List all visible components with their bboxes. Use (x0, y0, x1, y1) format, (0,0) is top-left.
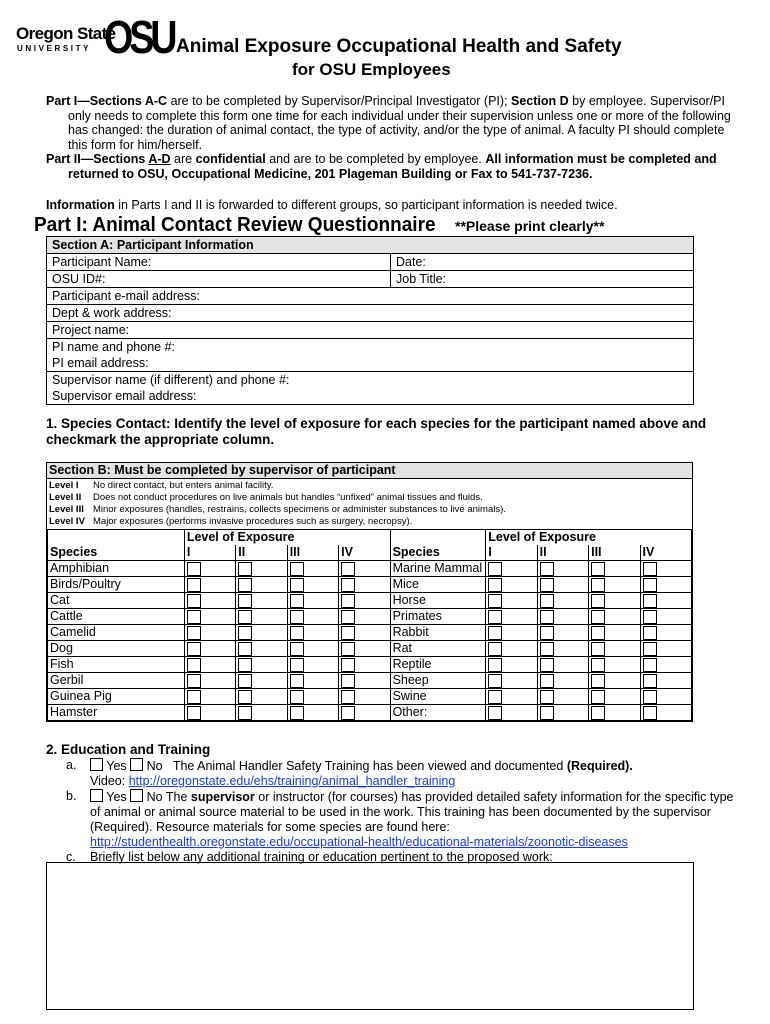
education-item-a (46, 758, 736, 789)
level-cell (339, 609, 390, 625)
species-col-spacer (48, 530, 185, 546)
level-cell (236, 673, 287, 689)
level-cell (486, 593, 537, 609)
video-label: Video: (90, 774, 129, 788)
level-checkbox[interactable] (643, 626, 657, 640)
level-checkbox[interactable] (290, 706, 304, 720)
project-field[interactable]: Project name: (47, 322, 694, 339)
level-cell (287, 625, 338, 641)
level-cell (537, 641, 588, 657)
level-checkbox[interactable] (540, 594, 554, 608)
species-name: Primates (390, 609, 486, 625)
level-checkbox[interactable] (341, 562, 355, 576)
level-checkbox[interactable] (643, 578, 657, 592)
b-no-checkbox[interactable] (130, 789, 143, 802)
level-cell (640, 705, 691, 721)
level-checkbox[interactable] (643, 594, 657, 608)
level-cell (537, 673, 588, 689)
item-letter: b. (66, 789, 77, 803)
level-checkbox[interactable] (187, 690, 201, 704)
level-checkbox[interactable] (187, 658, 201, 672)
level-cell (486, 657, 537, 673)
species-name: Rabbit (390, 625, 486, 641)
col-ii: II (537, 545, 588, 561)
intro-part2 (46, 152, 736, 181)
level-cell (236, 705, 287, 721)
level-cell (184, 705, 235, 721)
level-checkbox[interactable] (290, 674, 304, 688)
level-checkbox[interactable] (643, 610, 657, 624)
intro-part2-text: are (170, 152, 196, 167)
level-checkbox[interactable] (238, 690, 252, 704)
level-cell (486, 705, 537, 721)
intro-part2-range: A-D (148, 152, 171, 167)
level-checkbox[interactable] (341, 658, 355, 672)
level-cell (339, 689, 390, 705)
level-label: Level I (49, 480, 79, 491)
level-checkbox[interactable] (643, 658, 657, 672)
b-text2: or instructor (for courses) has provided detailed safety information for the specific type of animal or animal source material to be used in the work. This training has been documented by the supervisor (Required). Resource materials for some species are found here: (90, 790, 734, 834)
level-checkbox[interactable] (643, 690, 657, 704)
level-cell (486, 609, 537, 625)
level-checkbox[interactable] (488, 674, 502, 688)
level-checkbox[interactable] (341, 578, 355, 592)
species-name: Horse (390, 593, 486, 609)
level-cell (236, 577, 287, 593)
level-checkbox[interactable] (591, 706, 605, 720)
level-cell (640, 561, 691, 577)
level-cell (184, 577, 235, 593)
level-cell (589, 689, 640, 705)
species-heading-right: Species (390, 545, 486, 561)
species-row (48, 641, 692, 657)
level-checkbox[interactable] (488, 610, 502, 624)
level-cell (236, 609, 287, 625)
level-checkbox[interactable] (290, 562, 304, 576)
level-checkbox[interactable] (591, 610, 605, 624)
level-checkbox[interactable] (341, 674, 355, 688)
level-cell (339, 577, 390, 593)
level-checkbox[interactable] (290, 578, 304, 592)
level-cell (589, 657, 640, 673)
col-iv: IV (339, 545, 390, 561)
level-text: Does not conduct procedures on live animals but handles “unfixed” animal tissues and fluids. (93, 492, 483, 503)
level-checkbox[interactable] (238, 642, 252, 656)
level-cell (236, 625, 287, 641)
species-name: Rat (390, 641, 486, 657)
pi-name-label: PI name and phone #: (52, 340, 176, 354)
level-checkbox[interactable] (591, 578, 605, 592)
level-cell (589, 641, 640, 657)
level-checkbox[interactable] (341, 610, 355, 624)
level-cell (236, 689, 287, 705)
level-checkbox[interactable] (540, 706, 554, 720)
level-cell (537, 577, 588, 593)
level-cell (537, 705, 588, 721)
email-field[interactable]: Participant e-mail address: (47, 288, 694, 305)
video-link[interactable]: http://oregonstate.edu/ehs/training/animal_handler_training (128, 774, 456, 788)
education-heading: 2. Education and Training (46, 742, 211, 757)
species-row (48, 705, 692, 721)
intro-confidential: confidential (195, 152, 266, 167)
level-checkbox[interactable] (238, 658, 252, 672)
education-item-b (46, 789, 736, 850)
b-text1: The (162, 790, 191, 804)
species-name: Camelid (48, 625, 185, 641)
level-checkbox[interactable] (238, 706, 252, 720)
level-cell (184, 561, 235, 577)
species-name: Reptile (390, 657, 486, 673)
level-checkbox[interactable] (341, 690, 355, 704)
species-name: Hamster (48, 705, 185, 721)
species-name: Guinea Pig (48, 689, 185, 705)
section-a-header: Section A: Participant Information (47, 237, 694, 254)
level-cell (287, 673, 338, 689)
osu-id-field[interactable]: OSU ID#: (47, 271, 391, 288)
level-checkbox[interactable] (187, 594, 201, 608)
level-text: Minor exposures (handles, restrains, collects specimens or administer substances to live animals). (93, 504, 506, 515)
a-no-label: No (146, 759, 163, 773)
level-cell (287, 593, 338, 609)
level-checkbox[interactable] (238, 578, 252, 592)
col-ii: II (236, 545, 287, 561)
level-cell (640, 609, 691, 625)
level-legend (47, 479, 692, 529)
level-cell (184, 593, 235, 609)
level-label: Level IV (49, 516, 85, 527)
species-name: Dog (48, 641, 185, 657)
level-checkbox[interactable] (187, 610, 201, 624)
level-checkbox[interactable] (643, 674, 657, 688)
level-checkbox[interactable] (540, 674, 554, 688)
level-checkbox[interactable] (341, 642, 355, 656)
pi-field[interactable] (47, 339, 694, 372)
level-cell (184, 673, 235, 689)
c-text: Briefly list below any additional training or education pertinent to the proposed work: (90, 850, 553, 864)
level-item (49, 480, 690, 492)
level-cell (287, 561, 338, 577)
level-cell (640, 689, 691, 705)
level-label: Level II (49, 492, 82, 503)
level-cell (287, 577, 338, 593)
species-question: 1. Species Contact: Identify the level of exposure for each species for the participant named above and checkmark the appropriate column. (46, 416, 707, 447)
b-no-label: No (146, 790, 163, 804)
col-iii: III (589, 545, 640, 561)
intro-section-d: Section D (511, 94, 569, 108)
level-cell (537, 593, 588, 609)
level-checkbox[interactable] (540, 642, 554, 656)
b-supervisor: supervisor (190, 790, 255, 804)
level-cell (589, 705, 640, 721)
intro-part1-text2: by employee. Supervisor/PI only needs to complete this form one time for each individual under their supervision unless one or more of the following has changed: the duration of animal contact, the type of activity, and/or the type of animal. A faculty PI should complete this form for him/herself. (68, 94, 731, 152)
level-cell (589, 625, 640, 641)
level-cell (640, 577, 691, 593)
level-cell (486, 577, 537, 593)
level-checkbox[interactable] (341, 706, 355, 720)
col-iv: IV (640, 545, 691, 561)
participant-name-field[interactable]: Participant Name: (47, 254, 391, 271)
level-checkbox[interactable] (591, 690, 605, 704)
level-heading-right: Level of Exposure (486, 530, 692, 546)
intro-part1-label: Part I—Sections A-C (46, 94, 168, 108)
level-heading-left: Level of Exposure (184, 530, 390, 546)
species-col-spacer (390, 530, 486, 546)
a-required: (Required). (566, 759, 633, 773)
level-item (49, 516, 690, 528)
level-checkbox[interactable] (591, 642, 605, 656)
level-cell (339, 593, 390, 609)
supervisor-email-label: Supervisor email address: (52, 389, 197, 403)
level-checkbox[interactable] (238, 562, 252, 576)
species-row (48, 689, 692, 705)
section-b-header: Section B: Must be completed by supervisor of participant (47, 463, 692, 479)
level-checkbox[interactable] (488, 578, 502, 592)
level-checkbox[interactable] (290, 594, 304, 608)
level-cell (486, 561, 537, 577)
info-line (46, 198, 618, 212)
page-subtitle: for OSU Employees (292, 60, 451, 79)
level-checkbox[interactable] (238, 594, 252, 608)
level-checkbox[interactable] (540, 610, 554, 624)
supervisor-name-label: Supervisor name (if different) and phone #: (52, 373, 290, 387)
species-name: Sheep (390, 673, 486, 689)
level-checkbox[interactable] (488, 706, 502, 720)
level-checkbox[interactable] (290, 642, 304, 656)
level-checkbox[interactable] (540, 578, 554, 592)
level-item (49, 492, 690, 504)
level-cell (589, 609, 640, 625)
intro-text (46, 94, 736, 182)
level-checkbox[interactable] (488, 594, 502, 608)
level-cell (486, 673, 537, 689)
additional-training-textarea[interactable] (46, 862, 694, 1010)
species-name: Other: (390, 705, 486, 721)
species-row (48, 593, 692, 609)
species-name: Swine (390, 689, 486, 705)
section-b (46, 462, 693, 722)
level-cell (184, 657, 235, 673)
supervisor-field[interactable] (47, 372, 694, 405)
level-checkbox[interactable] (488, 642, 502, 656)
species-heading-left: Species (48, 545, 185, 561)
level-cell (640, 625, 691, 641)
species-name: Fish (48, 657, 185, 673)
education-section (46, 742, 736, 865)
intro-part1-text: are to be completed by Supervisor/Principal Investigator (PI); (167, 94, 512, 108)
level-cell (339, 641, 390, 657)
b-yes-checkbox[interactable] (90, 789, 103, 802)
level-checkbox[interactable] (540, 626, 554, 640)
level-checkbox[interactable] (290, 626, 304, 640)
level-text: No direct contact, but enters animal facility. (93, 480, 274, 491)
level-checkbox[interactable] (488, 626, 502, 640)
part1-title: Part I: Animal Contact Review Questionnaire (34, 214, 436, 236)
osu-logo (12, 11, 174, 64)
species-row (48, 657, 692, 673)
level-cell (339, 657, 390, 673)
level-cell (287, 609, 338, 625)
species-row (48, 577, 692, 593)
level-cell (184, 609, 235, 625)
level-cell (486, 689, 537, 705)
pi-email-label: PI email address: (52, 356, 149, 370)
level-checkbox[interactable] (591, 658, 605, 672)
level-checkbox[interactable] (591, 594, 605, 608)
level-cell (640, 641, 691, 657)
level-cell (339, 625, 390, 641)
level-checkbox[interactable] (643, 706, 657, 720)
level-cell (589, 673, 640, 689)
species-row (48, 561, 692, 577)
level-cell (640, 593, 691, 609)
species-name: Amphibian (48, 561, 185, 577)
date-field[interactable]: Date: (391, 254, 694, 271)
level-checkbox[interactable] (290, 610, 304, 624)
dept-field[interactable]: Dept & work address: (47, 305, 694, 322)
level-checkbox[interactable] (238, 610, 252, 624)
level-checkbox[interactable] (488, 562, 502, 576)
level-cell (339, 705, 390, 721)
level-checkbox[interactable] (341, 594, 355, 608)
level-checkbox[interactable] (238, 674, 252, 688)
level-checkbox[interactable] (591, 626, 605, 640)
intro-part2-label: Part II—Sections (46, 152, 149, 167)
level-cell (236, 641, 287, 657)
level-checkbox[interactable] (643, 562, 657, 576)
level-cell (184, 689, 235, 705)
level-cell (287, 689, 338, 705)
level-checkbox[interactable] (187, 674, 201, 688)
level-cell (589, 561, 640, 577)
level-cell (537, 609, 588, 625)
level-checkbox[interactable] (290, 690, 304, 704)
logo-sub: UNIVERSITY (17, 44, 92, 53)
level-cell (640, 673, 691, 689)
print-note: **Please print clearly** (455, 218, 605, 234)
level-checkbox[interactable] (187, 562, 201, 576)
level-label: Level III (49, 504, 84, 515)
species-row (48, 625, 692, 641)
logo-mark: OSU (104, 11, 174, 63)
species-name: Mice (390, 577, 486, 593)
species-name: Marine Mammal (390, 561, 486, 577)
level-checkbox[interactable] (187, 626, 201, 640)
species-table (47, 529, 692, 721)
level-cell (486, 641, 537, 657)
info-text: in Parts I and II is forwarded to different groups, so participant information is needed twice. (114, 198, 618, 212)
info-label: Information (46, 198, 115, 212)
a-yes-checkbox[interactable] (90, 758, 103, 771)
level-checkbox[interactable] (187, 706, 201, 720)
level-checkbox[interactable] (540, 658, 554, 672)
level-cell (640, 657, 691, 673)
intro-part2-text2: and are to be completed by employee. (265, 152, 486, 167)
level-cell (184, 641, 235, 657)
level-cell (486, 625, 537, 641)
level-text: Major exposures (performs invasive procedures such as surgery, necropsy). (93, 516, 413, 527)
section-a-table (46, 236, 694, 405)
level-cell (339, 561, 390, 577)
a-yes-label: Yes (106, 759, 127, 773)
level-checkbox[interactable] (643, 642, 657, 656)
intro-part1 (46, 94, 736, 152)
a-text: The Animal Handler Safety Training has been viewed and documented (172, 759, 567, 773)
logo-name: Oregon State (16, 24, 116, 43)
level-cell (589, 577, 640, 593)
level-cell (537, 689, 588, 705)
level-checkbox[interactable] (290, 658, 304, 672)
level-checkbox[interactable] (341, 626, 355, 640)
level-checkbox[interactable] (187, 642, 201, 656)
b-yes-label: Yes (106, 790, 127, 804)
species-row (48, 609, 692, 625)
a-no-checkbox[interactable] (130, 758, 143, 771)
page-title: Animal Exposure Occupational Health and Safety (176, 36, 622, 57)
level-checkbox[interactable] (540, 690, 554, 704)
level-cell (236, 657, 287, 673)
col-iii: III (287, 545, 338, 561)
job-title-field[interactable]: Job Title: (391, 271, 694, 288)
col-i: I (486, 545, 537, 561)
level-cell (287, 705, 338, 721)
level-checkbox[interactable] (591, 674, 605, 688)
level-cell (537, 657, 588, 673)
zoonotic-link[interactable]: http://studenthealth.oregonstate.edu/occupational-health/educational-materials/zoonotic-diseases (90, 835, 628, 849)
level-cell (236, 593, 287, 609)
species-name: Birds/Poultry (48, 577, 185, 593)
species-name: Cattle (48, 609, 185, 625)
item-letter: c. (66, 850, 76, 864)
level-cell (287, 641, 338, 657)
level-item (49, 504, 690, 516)
level-cell (339, 673, 390, 689)
level-cell (236, 561, 287, 577)
col-i: I (184, 545, 235, 561)
level-cell (287, 657, 338, 673)
species-row (48, 673, 692, 689)
species-name: Cat (48, 593, 185, 609)
level-cell (589, 593, 640, 609)
level-checkbox[interactable] (540, 562, 554, 576)
level-cell (184, 625, 235, 641)
level-checkbox[interactable] (488, 690, 502, 704)
level-checkbox[interactable] (591, 562, 605, 576)
item-letter: a. (66, 758, 77, 772)
level-checkbox[interactable] (187, 578, 201, 592)
level-cell (537, 625, 588, 641)
level-checkbox[interactable] (238, 626, 252, 640)
intro-part2-bold: All information must be completed and returned to OSU, Occupational Medicine, 201 Plageman Building or Fax to 541-737-7236. (68, 152, 717, 181)
species-name: Gerbil (48, 673, 185, 689)
level-cell (537, 561, 588, 577)
level-checkbox[interactable] (488, 658, 502, 672)
